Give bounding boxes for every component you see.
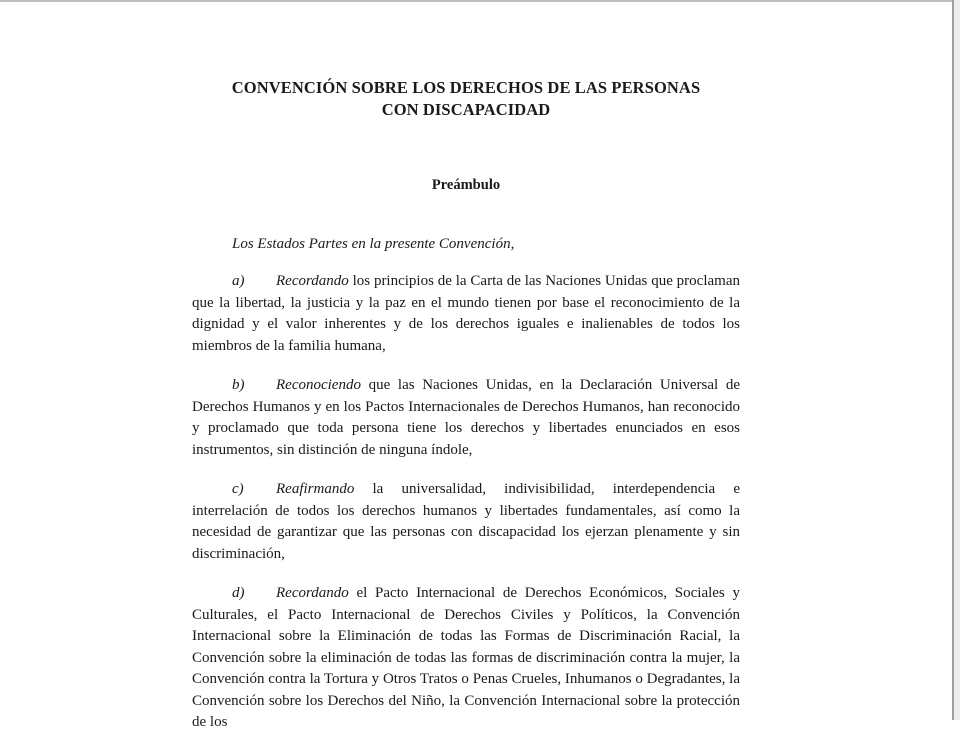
paragraph-keyword: Recordando — [276, 273, 349, 289]
section-heading: Preámbulo — [431, 177, 501, 193]
paragraph-text: que las Naciones Unidas, en la Declaración Universal de Derechos Humanos y en los Pactos Internacionales de Derechos Humanos, han reconocido y proclamado que toda persona tiene los derechos y libertades enunciados en esos instrumentos, sin distinción de ninguna índole, — [192, 377, 740, 458]
paragraph-text: los principios de la Carta de las Naciones Unidas que proclaman que la libertad, la justicia y la paz en el mundo tienen por base el reconocimiento de la dignidad y el valor inherentes y de los derechos iguales e inalienables de todos los miembros de la familia humana, — [192, 273, 740, 354]
paragraph-c — [192, 479, 740, 565]
paragraph-marker: b) — [232, 377, 245, 393]
paragraph-keyword: Recordando — [276, 585, 349, 601]
page-right-margin — [954, 0, 960, 720]
paragraph-keyword: Reafirmando — [276, 481, 355, 497]
document-title-line-1: CONVENCIÓN SOBRE LOS DERECHOS DE LAS PERSONAS — [231, 78, 701, 97]
paragraph-text: la universalidad, indivisibilidad, interdependencia e interrelación de todos los derechos humanos y libertades fundamentales, así como la necesidad de garantizar que las personas con discapacidad los ejerzan plenamente y sin discriminación, — [192, 481, 740, 562]
paragraph-marker: a) — [232, 273, 245, 289]
paragraph-text: el Pacto Internacional de Derechos Económicos, Sociales y Culturales, el Pacto Internacional de Derechos Civiles y Políticos, la Convención Internacional sobre la Eliminación de todas las Formas de Discriminación Racial, la Convención sobre la eliminación de todas las formas de discriminación contra la mujer, la Convención contra la Tortura y Otros Tratos o Penas Crueles, Inhumanos o Degradantes, la Convención sobre los Derechos del Niño, la Convención Internacional sobre la protección de los — [192, 585, 740, 730]
document-title — [192, 77, 740, 121]
document-title-line-2: CON DISCAPACIDAD — [381, 100, 551, 119]
paragraph-marker: d) — [232, 585, 245, 601]
preamble-intro: Los Estados Partes en la presente Convención, — [232, 236, 515, 252]
paragraph-d — [192, 583, 740, 734]
paragraph-b — [192, 375, 740, 461]
paragraph-keyword: Reconociendo — [276, 377, 361, 393]
page-right-edge — [952, 0, 954, 720]
page-top-edge — [0, 0, 960, 2]
paragraph-marker: c) — [232, 481, 244, 497]
paragraph-a — [192, 271, 740, 357]
